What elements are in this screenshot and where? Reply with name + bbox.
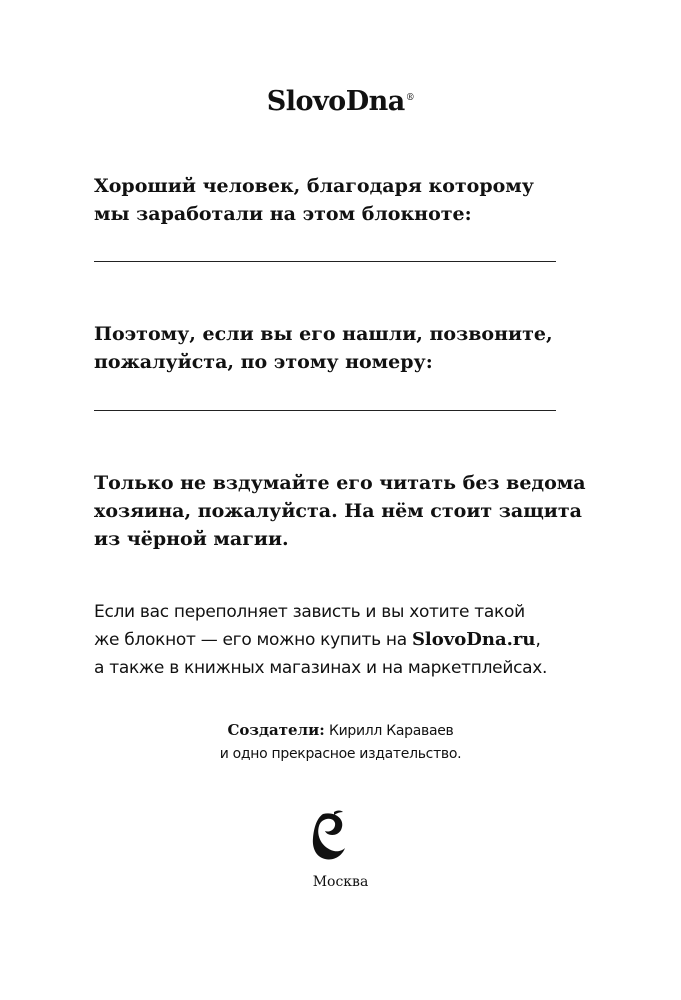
brand-logo xyxy=(0,84,681,120)
credits-label: Создатели: xyxy=(227,721,325,739)
purchase-note-line-3: а также в книжных магазинах и на маркетплейсах. xyxy=(94,658,548,678)
credits-author: Кирилл Караваев xyxy=(324,723,454,739)
purchase-note-comma: , xyxy=(535,630,541,650)
phone-heading xyxy=(94,320,574,376)
website-name: SlovoDna.ru xyxy=(411,629,536,650)
owner-heading xyxy=(94,172,574,228)
purchase-note-line-1: Если вас переполняет зависть и вы хотите такой xyxy=(94,602,525,622)
brand-name: SlovoDna xyxy=(266,86,405,117)
purchase-note xyxy=(94,598,614,682)
warning-heading-line-2: хозяина, пожалуйста. На нём стоит защита xyxy=(94,500,582,522)
warning-heading-line-3: из чёрной магии. xyxy=(94,528,289,550)
phone-heading-line-2: пожалуйста, по этому номеру: xyxy=(94,351,433,373)
registered-mark: ® xyxy=(405,93,415,103)
eksmo-e-logo-icon xyxy=(310,808,350,864)
owner-name-fill-line xyxy=(94,261,556,262)
phone-fill-line xyxy=(94,410,556,411)
purchase-note-line-2 xyxy=(94,626,614,654)
owner-heading-line-1: Хороший человек, благодаря которому xyxy=(94,175,534,197)
publisher-city: Москва xyxy=(312,874,369,890)
warning-heading xyxy=(94,469,586,553)
phone-heading-line-1: Поэтому, если вы его нашли, позвоните, xyxy=(94,323,553,345)
credits-line-2: и одно прекрасное издательство. xyxy=(219,746,462,762)
purchase-note-line-2-text: же блокнот — его можно купить на xyxy=(94,630,412,650)
credits xyxy=(0,719,681,766)
credits-line-1 xyxy=(0,719,681,743)
owner-heading-line-2: мы заработали на этом блокноте: xyxy=(94,203,472,225)
warning-heading-line-1: Только не вздумайте его читать без ведома xyxy=(94,472,586,494)
